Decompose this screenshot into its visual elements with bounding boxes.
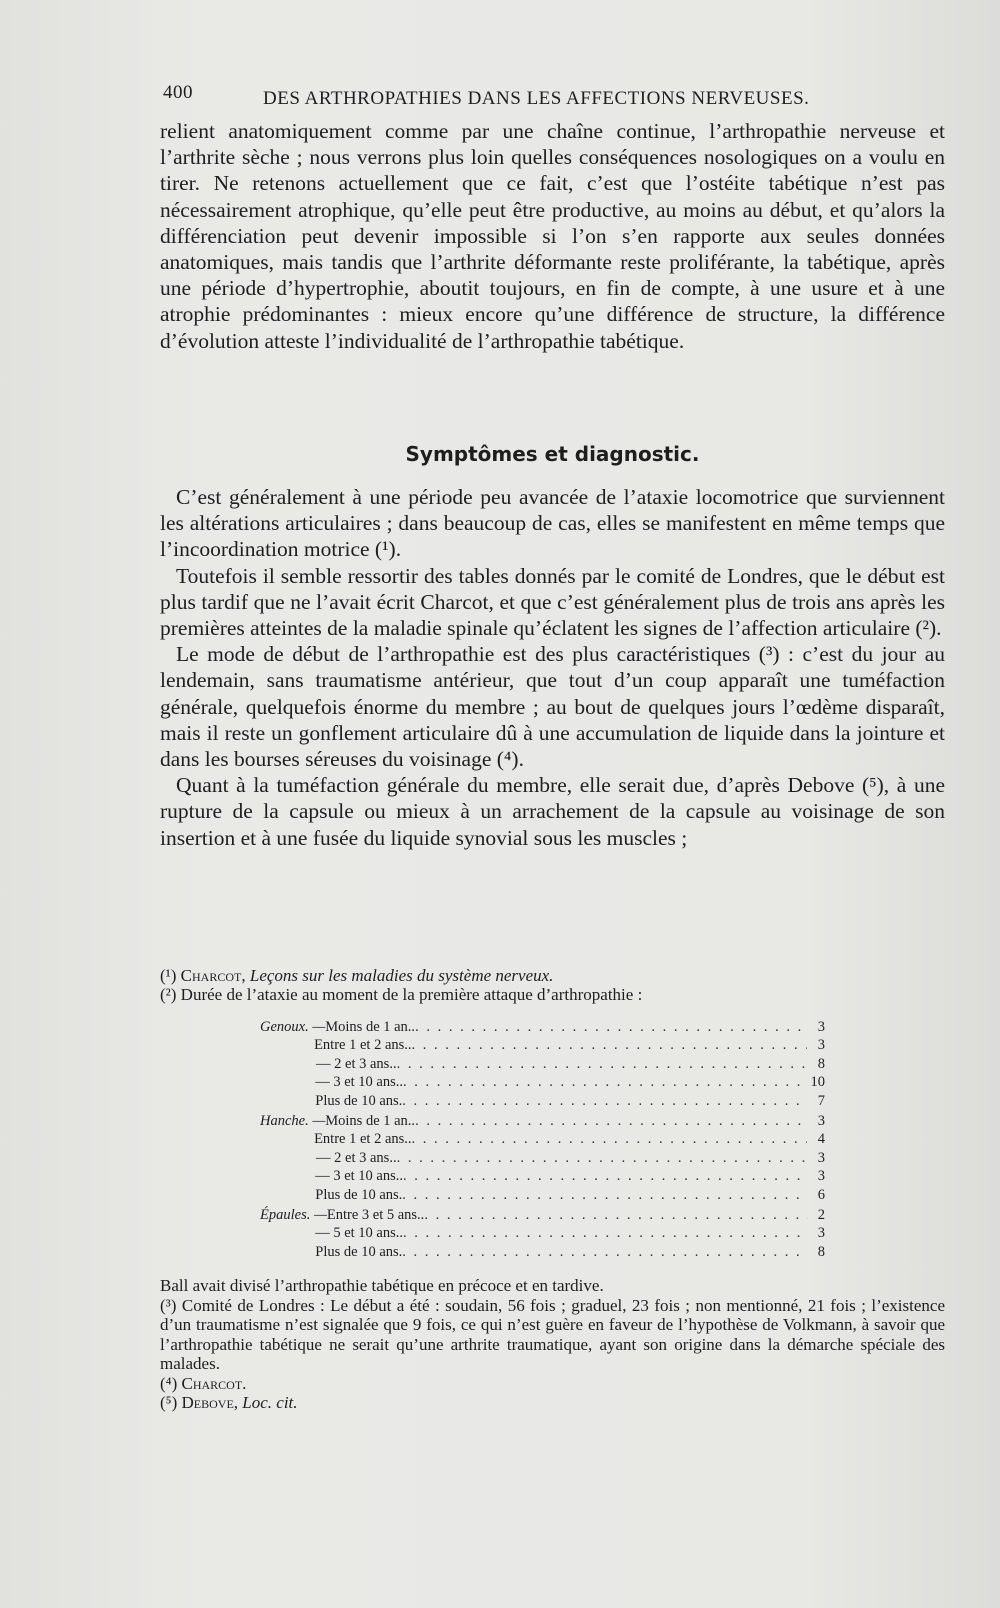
joint-label: Hanche. — (260, 1112, 326, 1129)
paragraph-2: C’est généralement à une période peu avancée de l’ataxie locomotrice que surviennent les altérations articulaires ; dans beaucoup de cas, elles se manifestent en même temps que l’incoordination motrice (¹). (160, 485, 945, 562)
row-value: 3 (817, 1168, 825, 1185)
table-group-genoux (260, 1018, 825, 1110)
table-row (260, 1167, 825, 1185)
row-value: 10 (810, 1074, 825, 1091)
footnote-2 (160, 985, 945, 1004)
table-group-epaules (260, 1206, 825, 1261)
table-row (260, 1243, 825, 1261)
footnotes-top (160, 966, 945, 1004)
row-label: — 2 et 3 ans.. (316, 1055, 397, 1072)
row-label: Moins de 1 an.. (325, 1112, 416, 1129)
footnote-5 (160, 1393, 945, 1413)
footnote-5-author: Debove, (181, 1393, 239, 1412)
footnote-1-text: Leçons sur les maladies du système nerveux. (249, 966, 554, 985)
footnote-5-mark: (⁵) (160, 1393, 178, 1412)
footnote-3-mark: (³) (160, 1295, 177, 1315)
row-label: Entre 3 et 5 ans.. (326, 1206, 425, 1223)
paragraph-continuation (160, 118, 945, 354)
table-row (260, 1036, 825, 1054)
row-value: 8 (817, 1243, 825, 1260)
table-row (260, 1206, 825, 1224)
paragraph-1: relient anatomiquement comme par une chaîne continue, l’arthropathie nerveuse et l’arthrite sèche ; nous verrons plus loin quelles conséquences nosologiques on a voulu en tirer. Ne retenons actuellement que ce fait, c’est que l’ostéite tabétique n’est pas nécessairement atrophique, qu’elle peut être productive, au moins au début, et qu’alors la différenciation peut devenir impossible si l’on s’en rapporte aux seules données anatomiques, mais tandis que l’arthrite déformante reste proliférante, la tabétique, après une période d’hypertrophie, aboutit toujours, en fin de compte, à une usure et à une atrophie prédominantes : mieux encore qu’une différence de structure, la différence d’évolution atteste l’individualité de l’arthropathie tabétique. (160, 119, 945, 353)
table-row (260, 1186, 825, 1204)
table-row (260, 1149, 825, 1167)
footnote-2-text: Durée de l’ataxie au moment de la première attaque d’arthropathie : (180, 985, 643, 1004)
table-row (260, 1112, 825, 1130)
row-label: — 2 et 3 ans.. (316, 1149, 397, 1166)
row-value: 3 (817, 1225, 825, 1242)
row-label: Plus de 10 ans. (315, 1092, 403, 1109)
row-label: Entre 1 et 2 ans.. (314, 1037, 412, 1054)
table-row (260, 1224, 825, 1242)
paragraph-5: Quant à la tuméfaction générale du membre, elle serait due, d’après Debove (⁵), à une rupture de la capsule ou mieux à un arrachement de la capsule au voisinage de son insertion et à une fusée du liquide synovial sous les muscles ; (160, 773, 945, 850)
row-value: 4 (817, 1131, 825, 1148)
footnote-1-author: Charcot, (180, 966, 246, 985)
footnote-3 (160, 1296, 945, 1374)
table-row (260, 1055, 825, 1073)
footnote-4-author: Charcot. (181, 1373, 247, 1393)
row-label: — 3 et 10 ans.. (315, 1168, 403, 1185)
row-value: 3 (817, 1037, 825, 1054)
footnote-5-text: Loc. cit. (242, 1393, 298, 1412)
footnote-4 (160, 1374, 945, 1394)
paragraph-4: Le mode de début de l’arthropathie est des plus caractéristiques (³) : c’est du jour au lendemain, sans traumatisme antérieur, que tout d’un coup apparaît une tuméfaction générale, quelquefois énorme du membre ; au bout de quelques jours l’œdème disparaît, mais il reste un gonflement articulaire dû à une accumulation de liquide dans la jointure et dans les bourses séreuses du voisinage (⁴). (160, 642, 945, 772)
table-row (260, 1073, 825, 1091)
footnotes-bottom (160, 1276, 945, 1413)
ataxia-duration-table (260, 1018, 825, 1263)
table-row (260, 1130, 825, 1148)
row-value: 3 (817, 1019, 825, 1035)
paragraph-3: Toutefois il semble ressortir des tables donnés par le comité de Londres, que le début est plus tardif que ne l’avait écrit Charcot, et que c’est généralement plus de trois ans après les premières atteintes de la maladie spinale qu’éclatent les signes de l’affection articulaire (²). (160, 563, 945, 641)
row-label: — 3 et 10 ans.. (315, 1074, 403, 1091)
running-title: DES ARTHROPATHIES DANS LES AFFECTIONS NERVEUSES. (263, 88, 810, 109)
row-value: 6 (817, 1186, 825, 1203)
footnote-ball: Ball avait divisé l’arthropathie tabétique en précoce et en tardive. (160, 1276, 604, 1295)
row-value: 7 (817, 1092, 825, 1109)
main-text (160, 484, 945, 851)
footnote-3-text: Comité de Londres : Le début a été : soudain, 56 fois ; graduel, 23 fois ; non mentionné, 21 fois ; l’existence d’un traumatisme n’est signalée que 9 fois, ce qui n’est guère en faveur de l’hypothèse de Volkmann, à savoir que l’arthropathie tabétique ne serait qu’une arthrite traumatique, ayant son origine dans la démarche spéciale des malades. (160, 1295, 946, 1373)
row-label: Plus de 10 ans. (315, 1243, 403, 1260)
row-label: Entre 1 et 2 ans.. (314, 1131, 412, 1148)
table-row (260, 1018, 825, 1036)
footnote-1-mark: (¹) (160, 966, 177, 985)
row-value: 2 (817, 1206, 825, 1223)
footnote-2-mark: (²) (160, 985, 177, 1004)
row-value: 3 (817, 1149, 825, 1166)
section-title: Symptômes et diagnostic. (405, 442, 700, 466)
joint-label: Genoux. — (260, 1019, 326, 1035)
footnote-1 (160, 966, 945, 985)
row-value: 3 (817, 1112, 825, 1129)
row-label: — 5 et 10 ans.. (315, 1225, 403, 1242)
row-value: 8 (817, 1055, 825, 1072)
row-label: Moins de 1 an.. (325, 1019, 416, 1035)
table-row (260, 1092, 825, 1110)
footnote-4-mark: (⁴) (160, 1373, 178, 1393)
table-group-hanche (260, 1112, 825, 1204)
row-label: Plus de 10 ans. (315, 1186, 403, 1203)
page-number: 400 (163, 82, 193, 103)
joint-label: Épaules. — (260, 1206, 327, 1223)
